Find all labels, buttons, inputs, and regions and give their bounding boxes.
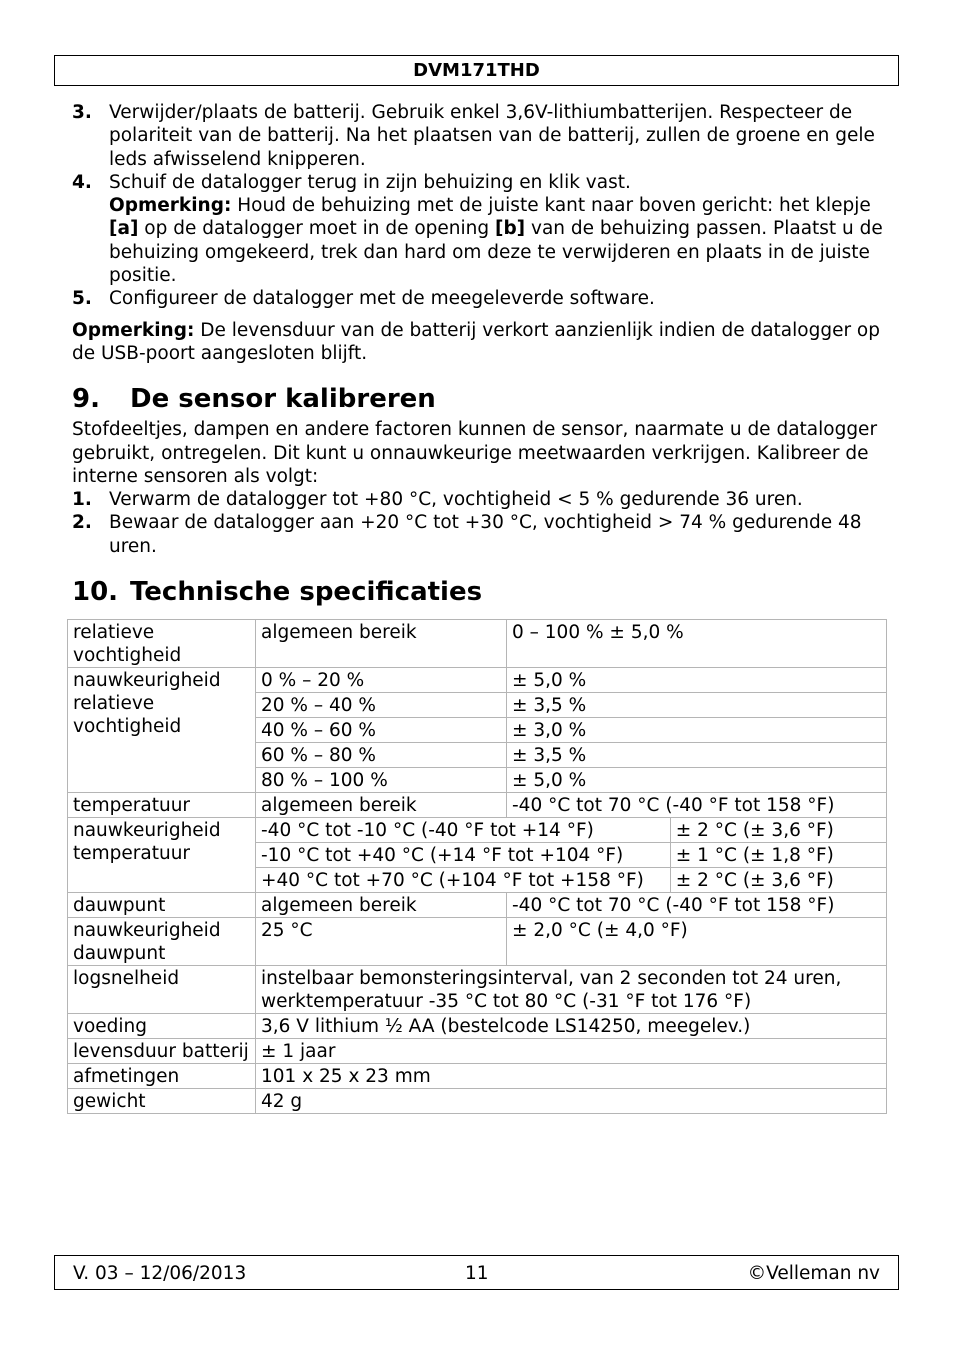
note-label: Opmerking: [72, 319, 195, 341]
spec-value: ± 2 °C (± 3,6 °F) [670, 868, 886, 893]
spec-label: nauwkeurigheid temperatuur [68, 818, 256, 893]
spec-label: temperatuur [68, 793, 256, 818]
table-row [68, 1039, 887, 1064]
spec-sublabel: 80 % – 100 % [256, 768, 507, 793]
spec-sublabel: 20 % – 40 % [256, 693, 507, 718]
spec-label: afmetingen [68, 1064, 256, 1089]
table-row [68, 966, 887, 1014]
spec-label: voeding [68, 1014, 256, 1039]
calibration-intro: Stofdeeltjes, dampen en andere factoren kunnen de sensor, naarmate u de datalogger gebruikt, ontregelen. Dit kunt u onnauwkeurige meetwaarden verkrijgen. Kalibreer de interne sensoren als volgt: [72, 419, 878, 487]
document-code: DVM171THD [413, 60, 540, 81]
section-heading-calibration: 9. De sensor kalibreren [72, 384, 436, 415]
table-row [68, 893, 887, 918]
step-text: Schuif de datalogger terug in zijn behuizing en klik vast. [109, 171, 631, 193]
spec-label: nauwkeurigheid dauwpunt [68, 918, 256, 966]
spec-value: -40 °C tot 70 °C (-40 °F tot 158 °F) [507, 893, 887, 918]
step-text: Bewaar de datalogger aan +20 °C tot +30 °C, vochtigheid > 74 % gedurende 48 uren. [109, 512, 862, 557]
spec-label: relatieve vochtigheid [68, 620, 256, 668]
spec-value: 101 x 25 x 23 mm [256, 1064, 887, 1089]
table-row [68, 668, 887, 693]
spec-value: 3,6 V lithium ½ AA (bestelcode LS14250, meegelev.) [256, 1014, 887, 1039]
reference-b: [b] [494, 218, 526, 240]
spec-value: ± 1 °C (± 1,8 °F) [670, 843, 886, 868]
table-row [68, 1089, 887, 1114]
spec-value: ± 2,0 °C (± 4,0 °F) [507, 918, 887, 966]
step-5 [72, 287, 892, 310]
step-4 [72, 171, 892, 287]
spec-label: logsnelheid [68, 966, 256, 1014]
spec-label: dauwpunt [68, 893, 256, 918]
step-number: 1. [72, 489, 92, 511]
spec-sublabel: 25 °C [256, 918, 507, 966]
spec-sublabel: 60 % – 80 % [256, 743, 507, 768]
spec-sublabel: algemeen bereik [256, 793, 507, 818]
calibration-step-1 [72, 488, 892, 511]
version-date: V. 03 – 12/06/2013 [73, 1263, 247, 1284]
page-content [72, 101, 892, 611]
spec-value: ± 3,0 % [507, 718, 887, 743]
specifications-table [67, 619, 887, 1114]
spec-value: ± 1 jaar [256, 1039, 887, 1064]
spec-value: 0 – 100 % ± 5,0 % [507, 620, 887, 668]
table-row [68, 818, 887, 843]
step-number: 5. [72, 288, 92, 310]
spec-value: -40 °C tot 70 °C (-40 °F tot 158 °F) [507, 793, 887, 818]
spec-value: 42 g [256, 1089, 887, 1114]
document-header [54, 55, 899, 86]
step-text: Verwijder/plaats de batterij. Gebruik enkel 3,6V-lithiumbatterijen. Respecteer de polariteit van de batterij. Na het plaatsen van de batterij, zullen de groene en gele leds afwisselend knipperen. [109, 102, 875, 170]
step-number: 2. [72, 512, 92, 534]
step-note: Opmerking: Houd de behuizing met de juiste kant naar boven gericht: het klepje [a] op de datalogger moet in de opening [b] van de behuizing passen. Plaatst u de behuizing omgekeerd, trek dan hard om deze te verwijderen en plaats in de juiste positie. [109, 195, 883, 287]
spec-label: gewicht [68, 1089, 256, 1114]
step-number: 3. [72, 102, 92, 123]
note-label: Opmerking: [109, 195, 232, 217]
spec-sublabel: 0 % – 20 % [256, 668, 507, 693]
spec-label: levensduur batterij [68, 1039, 256, 1064]
spec-sublabel: 40 % – 60 % [256, 718, 507, 743]
table-row [68, 793, 887, 818]
spec-sublabel: algemeen bereik [256, 893, 507, 918]
spec-sublabel: +40 °C tot +70 °C (+104 °F tot +158 °F) [256, 868, 671, 893]
spec-value: ± 2 °C (± 3,6 °F) [670, 818, 886, 843]
spec-label: nauwkeurigheid relatieve vochtigheid [68, 668, 256, 793]
spec-value: ± 5,0 % [507, 668, 887, 693]
spec-value: ± 3,5 % [507, 743, 887, 768]
spec-value: ± 5,0 % [507, 768, 887, 793]
spec-value: ± 3,5 % [507, 693, 887, 718]
battery-note: Opmerking: De levensduur van de batterij verkort aanzienlijk indien de datalogger op de USB-poort aangesloten blijft. [72, 319, 880, 364]
spec-sublabel: algemeen bereik [256, 620, 507, 668]
table-row [68, 1014, 887, 1039]
table-row [68, 1064, 887, 1089]
reference-a: [a] [109, 218, 139, 240]
spec-sublabel: -10 °C tot +40 °C (+14 °F tot +104 °F) [256, 843, 671, 868]
spec-value: instelbaar bemonsteringsinterval, van 2 seconden tot 24 uren, werktemperatuur -35 °C tot 80 °C (-31 °F tot 176 °F) [256, 966, 887, 1014]
copyright: ©Velleman nv [747, 1263, 880, 1284]
step-text: Configureer de datalogger met de meegeleverde software. [109, 288, 655, 310]
section-heading-specifications: 10. Technische specificaties [72, 577, 483, 608]
table-row [68, 918, 887, 966]
step-3 [72, 101, 892, 171]
step-number: 4. [72, 171, 92, 193]
step-text: Verwarm de datalogger tot +80 °C, vochtigheid < 5 % gedurende 36 uren. [109, 489, 803, 511]
table-row [68, 620, 887, 668]
document-footer [54, 1255, 899, 1290]
spec-sublabel: -40 °C tot -10 °C (-40 °F tot +14 °F) [256, 818, 671, 843]
calibration-step-2 [72, 511, 892, 558]
page-number: 11 [465, 1263, 489, 1284]
